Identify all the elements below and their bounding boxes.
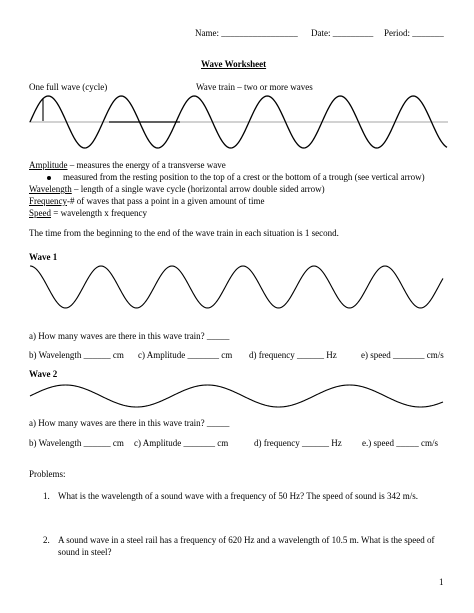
page-title: Wave Worksheet bbox=[201, 59, 267, 69]
frequency-definition bbox=[29, 196, 264, 207]
wave2-frequency: d) frequency ______ Hz bbox=[254, 438, 342, 448]
wavelength-definition bbox=[29, 184, 325, 195]
wavelength-text: – length of a single wave cycle (horizontal arrow double sided arrow) bbox=[71, 184, 325, 194]
frequency-term: Frequency bbox=[29, 196, 67, 206]
diagram-wave-curve bbox=[30, 96, 447, 148]
wave2-heading: Wave 2 bbox=[29, 369, 58, 379]
wave1-amplitude: c) Amplitude _______ cm bbox=[138, 350, 233, 360]
problem-1-number: 1. bbox=[43, 491, 50, 501]
speed-definition bbox=[29, 208, 147, 219]
wave2-wavelength: b) Wavelength ______ cm bbox=[29, 438, 124, 448]
wave1-curve bbox=[30, 266, 443, 308]
wave1-heading: Wave 1 bbox=[29, 252, 58, 262]
label-full-wave-cycle: One full wave (cycle) bbox=[29, 82, 108, 92]
problems-heading: Problems: bbox=[29, 469, 66, 479]
wave2-curve bbox=[30, 385, 443, 407]
intro-text: The time from the beginning to the end of the wave train in each situation is 1 second. bbox=[29, 228, 339, 238]
speed-text: = wavelength x frequency bbox=[51, 208, 148, 218]
name-field: Name: _________________ bbox=[195, 28, 298, 38]
problem-2-number: 2. bbox=[43, 535, 50, 545]
wave2-speed: e.) speed _____ cm/s bbox=[362, 438, 438, 448]
label-wave-train: Wave train – two or more waves bbox=[196, 82, 313, 92]
problem-2-text: A sound wave in a steel rail has a frequency of 620 Hz and a wavelength of 10.5 m. What is the speed of bbox=[58, 535, 435, 545]
wave1-frequency: d) frequency ______ Hz bbox=[249, 350, 337, 360]
amplitude-term: Amplitude bbox=[29, 160, 68, 170]
wave1-speed: e) speed _______ cm/s bbox=[361, 350, 444, 360]
wave2-amplitude: c) Amplitude _______ cm bbox=[134, 438, 229, 448]
problem-1-text: What is the wavelength of a sound wave with a frequency of 50 Hz? The speed of sound is 342 m/s. bbox=[58, 491, 418, 501]
wave1-question-a: a) How many waves are there in this wave train? _____ bbox=[29, 331, 230, 341]
wave2-question-a: a) How many waves are there in this wave train? _____ bbox=[29, 418, 230, 428]
period-field: Period: _______ bbox=[384, 28, 444, 38]
problem-2-text-cont: sound in steel? bbox=[58, 547, 112, 557]
amplitude-definition bbox=[29, 160, 226, 171]
wavelength-term: Wavelength bbox=[29, 184, 72, 194]
page-number: 1 bbox=[439, 577, 444, 587]
wave1-wavelength: b) Wavelength ______ cm bbox=[29, 350, 124, 360]
amplitude-bullet-text: measured from the resting position to the top of a crest or the bottom of a trough (see vertical arrow) bbox=[63, 172, 425, 182]
speed-term: Speed bbox=[29, 208, 51, 218]
amplitude-text: – measures the energy of a transverse wave bbox=[67, 160, 226, 170]
frequency-text: -# of waves that pass a point in a given amount of time bbox=[67, 196, 265, 206]
date-field: Date: _________ bbox=[311, 28, 374, 38]
bullet-icon bbox=[47, 176, 51, 180]
